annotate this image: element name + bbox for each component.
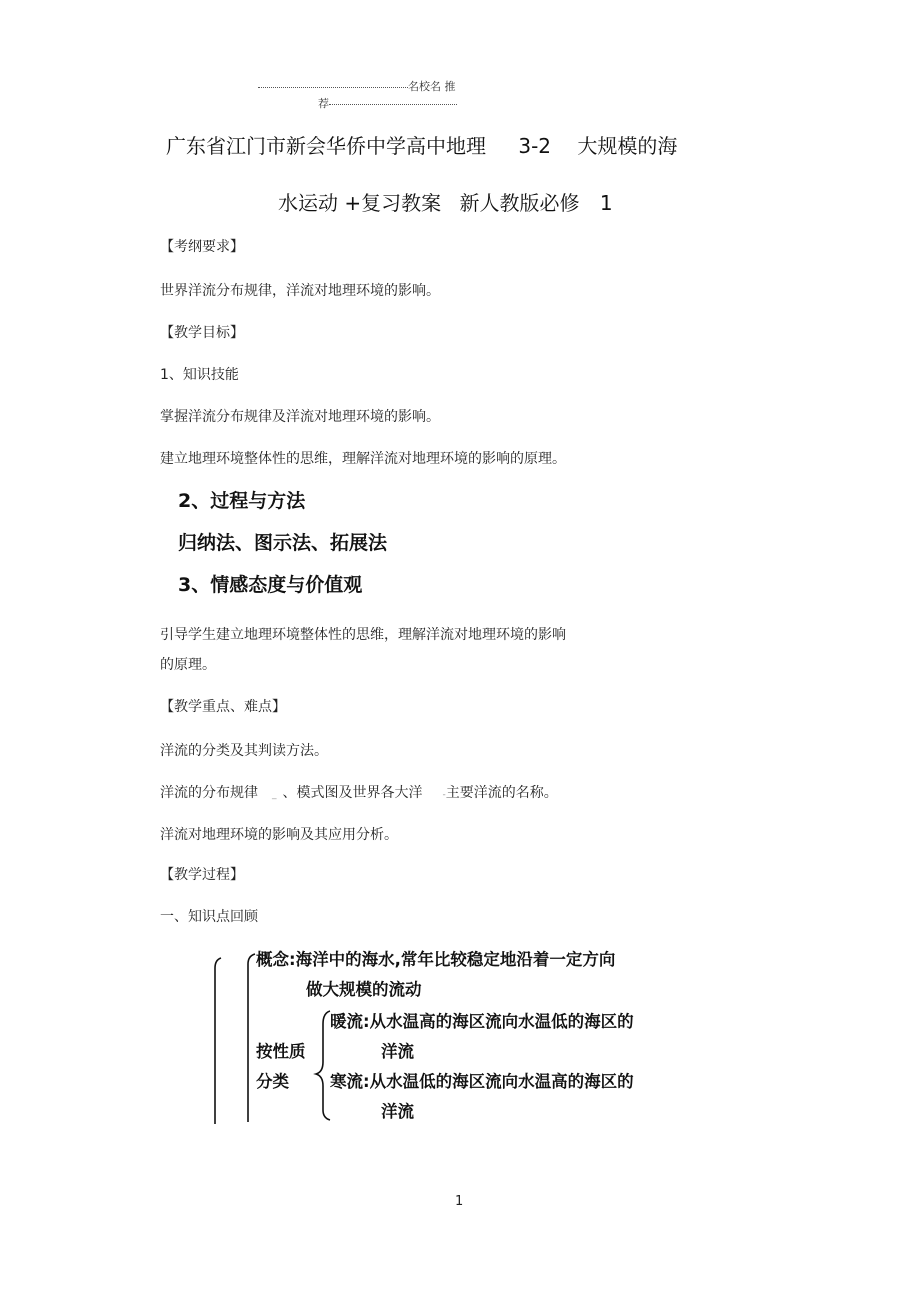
stray-mark: _: [272, 790, 277, 800]
goal2-title: 2、过程与方法: [178, 490, 306, 512]
goal1-title: 1、知识技能: [160, 367, 239, 383]
header-text-1: 名校名 推: [408, 80, 456, 93]
classification-label-1: 按性质: [256, 1042, 306, 1061]
diagram-brackets: [205, 944, 345, 1129]
keypoint-2-part-b: 、模式图及世界各大洋: [282, 785, 423, 801]
keypoint-2: [160, 782, 558, 802]
keypoints-heading: 【教学重点、难点】: [160, 699, 286, 715]
outline-heading: 【考纲要求】: [160, 239, 244, 255]
goal1-paragraph-2: 建立地理环境整体性的思维，理解洋流对地理环境的影响的原理。: [160, 451, 566, 467]
warm-current-line-1: 暖流:从水温高的海区流向水温低的海区的: [330, 1012, 634, 1031]
process-heading: 【教学过程】: [160, 867, 244, 883]
goal1-paragraph-1: 掌握洋流分布规律及洋流对地理环境的影响。: [160, 409, 440, 425]
keypoint-1: 洋流的分类及其判读方法。: [160, 743, 328, 759]
title-topic: 大规模的海: [577, 134, 678, 158]
keypoint-2-part-c: 主要洋流的名称。: [445, 785, 558, 801]
goal3-paragraph-2: 的原理。: [160, 657, 216, 673]
running-header-line2: [318, 95, 457, 111]
title-edition: 新人教版必修: [459, 191, 580, 215]
goal3-paragraph-1: 引导学生建立地理环境整体性的思维，理解洋流对地理环境的影响: [160, 627, 566, 643]
keypoint-3: 洋流对地理环境的影响及其应用分析。: [160, 827, 398, 843]
inner-brace: [248, 954, 255, 1122]
header-text-2: 荐: [318, 97, 329, 110]
page-number: 1: [455, 1194, 464, 1209]
classification-brace: [316, 1011, 330, 1120]
title-subtitle: 水运动 +复习教案: [278, 191, 442, 215]
outer-brace: [215, 958, 221, 1124]
concept-line-1: 概念:海洋中的海水,常年比较稳定地沿着一定方向: [256, 950, 616, 969]
running-header-line1: [258, 78, 456, 94]
classification-label-2: 分类: [256, 1072, 289, 1091]
header-rule: [258, 87, 408, 88]
title-main: 广东省江门市新会华侨中学高中地理: [166, 134, 486, 158]
cold-current-line-2: 洋流: [381, 1102, 414, 1121]
header-rule: [329, 104, 457, 105]
cold-current-line-1: 寒流:从水温低的海区流向水温高的海区的: [330, 1072, 634, 1091]
goal3-title: 3、情感态度与价值观: [178, 574, 363, 596]
title-volume: 1: [599, 191, 613, 215]
goals-heading: 【教学目标】: [160, 325, 244, 341]
document-title-line1: [166, 130, 677, 159]
concept-line-2: 做大规模的流动: [306, 980, 422, 999]
warm-current-line-2: 洋流: [381, 1042, 414, 1061]
outline-text: 世界洋流分布规律，洋流对地理环境的影响。: [160, 283, 440, 299]
keypoint-2-part-a: 洋流的分布规律: [160, 785, 258, 801]
stray-mark: -: [442, 790, 446, 800]
process-subheading: 一、知识点回顾: [160, 909, 258, 925]
title-number: 3-2: [518, 134, 552, 158]
document-title-line2: [278, 187, 613, 216]
goal2-methods: 归纳法、图示法、拓展法: [178, 532, 388, 554]
